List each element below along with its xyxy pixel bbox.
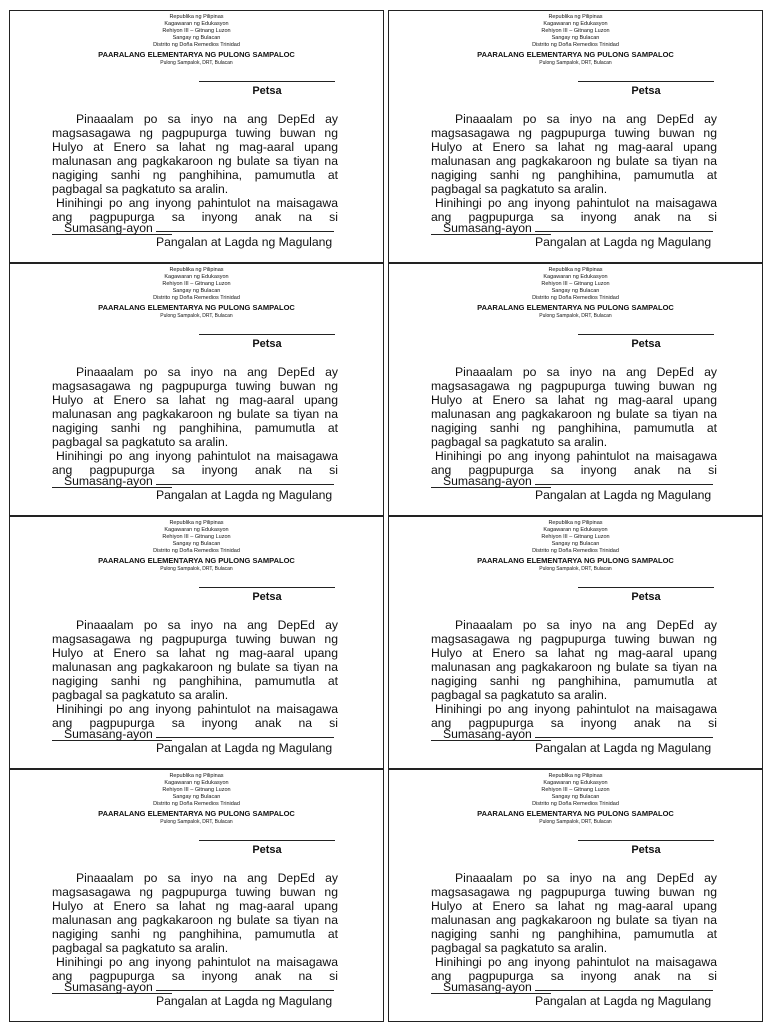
header-republic: Republika ng Pilipinas: [548, 773, 603, 779]
date-field: [199, 587, 335, 603]
school-name: PAARALANG ELEMENTARYA NG PULONG SAMPALOC: [98, 303, 295, 312]
slip-body: [52, 871, 338, 997]
date-label: Petsa: [252, 338, 282, 350]
school-address: Pulong Sampalok, DRT, Bulacan: [539, 566, 612, 572]
school-address: Pulong Sampalok, DRT, Bulacan: [539, 60, 612, 66]
date-label: Petsa: [252, 85, 282, 97]
slip-header: [10, 14, 383, 66]
slip-header: [10, 773, 383, 825]
slip-header: [10, 267, 383, 319]
date-blank-line: [199, 81, 335, 82]
header-region: Rehiyon III – Gitnang Luzon: [541, 534, 610, 540]
header-division: Sangay ng Bulacan: [172, 288, 221, 294]
consent-row: [64, 980, 334, 994]
header-district: Distrito ng Doña Remedios Trinidad: [153, 801, 240, 807]
notice-paragraph: Pinaaalam po sa inyo na ang DepEd ay magsasagawa ng pagpupurga tuwing buwan ng Hulyo at Enero sa lahat ng mag-aaral upang malunasan ang pagkakaroon ng bulate sa tiyan na nagiging sanhi ng panghihina, pamumutla at pagbagal sa pagkatuto sa aralin.: [52, 112, 338, 196]
header-republic: Republika ng Pilipinas: [548, 520, 603, 526]
notice-paragraph: Pinaaalam po sa inyo na ang DepEd ay magsasagawa ng pagpupurga tuwing buwan ng Hulyo at Enero sa lahat ng mag-aaral upang malunasan ang pagkakaroon ng bulate sa tiyan na nagiging sanhi ng panghihina, pamumutla at pagbagal sa pagkatuto sa aralin.: [431, 112, 717, 196]
signature-block: [64, 474, 334, 502]
notice-paragraph: Pinaaalam po sa inyo na ang DepEd ay magsasagawa ng pagpupurga tuwing buwan ng Hulyo at Enero sa lahat ng mag-aaral upang malunasan ang pagkakaroon ng bulate sa tiyan na nagiging sanhi ng panghihina, pamumutla at pagbagal sa pagkatuto sa aralin.: [431, 365, 717, 449]
slip-header: [389, 267, 762, 319]
date-blank-line: [199, 587, 335, 588]
header-department: Kagawaran ng Edukasyon: [543, 527, 608, 533]
date-field: [578, 334, 714, 350]
header-division: Sangay ng Bulacan: [551, 541, 600, 547]
date-field: [199, 81, 335, 97]
consent-label: Sumasang-ayon: [64, 980, 153, 994]
header-division: Sangay ng Bulacan: [172, 35, 221, 41]
header-district: Distrito ng Doña Remedios Trinidad: [532, 295, 619, 301]
request-text: Hinihingi po ang inyong pahintulot na maisagawa ang pagpupurga sa inyong anak na si: [431, 196, 717, 224]
date-blank-line: [578, 587, 714, 588]
header-region: Rehiyon III – Gitnang Luzon: [162, 28, 231, 34]
date-blank-line: [578, 334, 714, 335]
signature-block: [64, 221, 334, 249]
consent-row: [443, 221, 713, 235]
notice-paragraph: Pinaaalam po sa inyo na ang DepEd ay magsasagawa ng pagpupurga tuwing buwan ng Hulyo at Enero sa lahat ng mag-aaral upang malunasan ang pagkakaroon ng bulate sa tiyan na nagiging sanhi ng panghihina, pamumutla at pagbagal sa pagkatuto sa aralin.: [52, 871, 338, 955]
slip-body: [431, 618, 717, 744]
school-name: PAARALANG ELEMENTARYA NG PULONG SAMPALOC: [477, 809, 674, 818]
signature-blank: [156, 727, 334, 738]
slip-body: [52, 365, 338, 491]
header-department: Kagawaran ng Edukasyon: [164, 21, 229, 27]
header-division: Sangay ng Bulacan: [551, 794, 600, 800]
notice-paragraph: Pinaaalam po sa inyo na ang DepEd ay magsasagawa ng pagpupurga tuwing buwan ng Hulyo at Enero sa lahat ng mag-aaral upang malunasan ang pagkakaroon ng bulate sa tiyan na nagiging sanhi ng panghihina, pamumutla at pagbagal sa pagkatuto sa aralin.: [52, 365, 338, 449]
school-name: PAARALANG ELEMENTARYA NG PULONG SAMPALOC: [98, 50, 295, 59]
header-division: Sangay ng Bulacan: [172, 541, 221, 547]
signature-block: [64, 727, 334, 755]
consent-label: Sumasang-ayon: [64, 221, 153, 235]
signature-block: [64, 980, 334, 1008]
header-division: Sangay ng Bulacan: [172, 794, 221, 800]
header-district: Distrito ng Doña Remedios Trinidad: [532, 42, 619, 48]
date-blank-line: [199, 334, 335, 335]
signature-label: Pangalan at Lagda ng Magulang: [535, 488, 712, 502]
permission-slip: [9, 516, 384, 769]
header-division: Sangay ng Bulacan: [551, 35, 600, 41]
request-text: Hinihingi po ang inyong pahintulot na maisagawa ang pagpupurga sa inyong anak na si: [431, 955, 717, 983]
signature-blank: [535, 221, 713, 232]
header-region: Rehiyon III – Gitnang Luzon: [162, 534, 231, 540]
request-text: Hinihingi po ang inyong pahintulot na maisagawa ang pagpupurga sa inyong anak na si: [431, 702, 717, 730]
header-department: Kagawaran ng Edukasyon: [543, 274, 608, 280]
permission-slip: [388, 263, 763, 516]
consent-label: Sumasang-ayon: [443, 727, 532, 741]
header-department: Kagawaran ng Edukasyon: [543, 780, 608, 786]
consent-row: [64, 221, 334, 235]
school-address: Pulong Sampalok, DRT, Bulacan: [160, 566, 233, 572]
slip-body: [431, 112, 717, 238]
request-text: Hinihingi po ang inyong pahintulot na maisagawa ang pagpupurga sa inyong anak na si: [52, 702, 338, 730]
header-region: Rehiyon III – Gitnang Luzon: [162, 787, 231, 793]
header-department: Kagawaran ng Edukasyon: [164, 274, 229, 280]
header-region: Rehiyon III – Gitnang Luzon: [541, 28, 610, 34]
consent-label: Sumasang-ayon: [64, 727, 153, 741]
school-address: Pulong Sampalok, DRT, Bulacan: [160, 60, 233, 66]
date-blank-line: [199, 840, 335, 841]
header-department: Kagawaran ng Edukasyon: [164, 527, 229, 533]
date-label: Petsa: [252, 591, 282, 603]
signature-blank: [156, 980, 334, 991]
notice-paragraph: Pinaaalam po sa inyo na ang DepEd ay magsasagawa ng pagpupurga tuwing buwan ng Hulyo at Enero sa lahat ng mag-aaral upang malunasan ang pagkakaroon ng bulate sa tiyan na nagiging sanhi ng panghihina, pamumutla at pagbagal sa pagkatuto sa aralin.: [52, 618, 338, 702]
signature-label: Pangalan at Lagda ng Magulang: [535, 235, 712, 249]
signature-label: Pangalan at Lagda ng Magulang: [156, 235, 333, 249]
date-field: [199, 334, 335, 350]
consent-label: Sumasang-ayon: [443, 980, 532, 994]
consent-row: [443, 474, 713, 488]
date-label: Petsa: [631, 85, 661, 97]
signature-label: Pangalan at Lagda ng Magulang: [535, 741, 712, 755]
notice-paragraph: Pinaaalam po sa inyo na ang DepEd ay magsasagawa ng pagpupurga tuwing buwan ng Hulyo at Enero sa lahat ng mag-aaral upang malunasan ang pagkakaroon ng bulate sa tiyan na nagiging sanhi ng panghihina, pamumutla at pagbagal sa pagkatuto sa aralin.: [431, 618, 717, 702]
request-text: Hinihingi po ang inyong pahintulot na maisagawa ang pagpupurga sa inyong anak na si: [52, 955, 338, 983]
permission-slip: [9, 263, 384, 516]
slip-header: [389, 520, 762, 572]
header-region: Rehiyon III – Gitnang Luzon: [162, 281, 231, 287]
permission-slip: [388, 516, 763, 769]
signature-blank: [156, 221, 334, 232]
signature-blank: [535, 474, 713, 485]
consent-row: [443, 980, 713, 994]
consent-label: Sumasang-ayon: [64, 474, 153, 488]
header-department: Kagawaran ng Edukasyon: [164, 780, 229, 786]
date-blank-line: [578, 81, 714, 82]
signature-blank: [156, 474, 334, 485]
header-region: Rehiyon III – Gitnang Luzon: [541, 787, 610, 793]
signature-label: Pangalan at Lagda ng Magulang: [535, 994, 712, 1008]
request-text: Hinihingi po ang inyong pahintulot na maisagawa ang pagpupurga sa inyong anak na si: [52, 449, 338, 477]
signature-label: Pangalan at Lagda ng Magulang: [156, 994, 333, 1008]
header-district: Distrito ng Doña Remedios Trinidad: [532, 548, 619, 554]
signature-block: [443, 221, 713, 249]
signature-block: [443, 474, 713, 502]
school-name: PAARALANG ELEMENTARYA NG PULONG SAMPALOC: [477, 556, 674, 565]
permission-slip: [388, 10, 763, 263]
signature-blank: [535, 727, 713, 738]
date-label: Petsa: [631, 338, 661, 350]
school-address: Pulong Sampalok, DRT, Bulacan: [160, 313, 233, 319]
school-name: PAARALANG ELEMENTARYA NG PULONG SAMPALOC: [477, 303, 674, 312]
date-field: [578, 587, 714, 603]
school-address: Pulong Sampalok, DRT, Bulacan: [539, 313, 612, 319]
header-republic: Republika ng Pilipinas: [548, 267, 603, 273]
header-republic: Republika ng Pilipinas: [169, 773, 224, 779]
consent-label: Sumasang-ayon: [443, 221, 532, 235]
signature-label: Pangalan at Lagda ng Magulang: [156, 741, 333, 755]
header-division: Sangay ng Bulacan: [551, 288, 600, 294]
slip-header: [389, 14, 762, 66]
slip-body: [431, 871, 717, 997]
school-name: PAARALANG ELEMENTARYA NG PULONG SAMPALOC: [98, 556, 295, 565]
school-name: PAARALANG ELEMENTARYA NG PULONG SAMPALOC: [477, 50, 674, 59]
permission-slip-sheet: [9, 10, 761, 1020]
date-label: Petsa: [252, 844, 282, 856]
header-region: Rehiyon III – Gitnang Luzon: [541, 281, 610, 287]
header-republic: Republika ng Pilipinas: [169, 14, 224, 20]
date-field: [578, 81, 714, 97]
school-address: Pulong Sampalok, DRT, Bulacan: [539, 819, 612, 825]
date-field: [578, 840, 714, 856]
slip-body: [431, 365, 717, 491]
permission-slip: [9, 769, 384, 1022]
header-republic: Republika ng Pilipinas: [169, 520, 224, 526]
signature-block: [443, 727, 713, 755]
school-address: Pulong Sampalok, DRT, Bulacan: [160, 819, 233, 825]
request-text: Hinihingi po ang inyong pahintulot na maisagawa ang pagpupurga sa inyong anak na si: [431, 449, 717, 477]
permission-slip: [9, 10, 384, 263]
header-district: Distrito ng Doña Remedios Trinidad: [532, 801, 619, 807]
slip-body: [52, 618, 338, 744]
header-republic: Republika ng Pilipinas: [548, 14, 603, 20]
header-department: Kagawaran ng Edukasyon: [543, 21, 608, 27]
signature-blank: [535, 980, 713, 991]
slip-header: [389, 773, 762, 825]
consent-row: [443, 727, 713, 741]
date-label: Petsa: [631, 844, 661, 856]
permission-slip: [388, 769, 763, 1022]
request-text: Hinihingi po ang inyong pahintulot na maisagawa ang pagpupurga sa inyong anak na si: [52, 196, 338, 224]
header-republic: Republika ng Pilipinas: [169, 267, 224, 273]
date-field: [199, 840, 335, 856]
school-name: PAARALANG ELEMENTARYA NG PULONG SAMPALOC: [98, 809, 295, 818]
date-blank-line: [578, 840, 714, 841]
header-district: Distrito ng Doña Remedios Trinidad: [153, 295, 240, 301]
notice-paragraph: Pinaaalam po sa inyo na ang DepEd ay magsasagawa ng pagpupurga tuwing buwan ng Hulyo at Enero sa lahat ng mag-aaral upang malunasan ang pagkakaroon ng bulate sa tiyan na nagiging sanhi ng panghihina, pamumutla at pagbagal sa pagkatuto sa aralin.: [431, 871, 717, 955]
consent-label: Sumasang-ayon: [443, 474, 532, 488]
slip-body: [52, 112, 338, 238]
signature-label: Pangalan at Lagda ng Magulang: [156, 488, 333, 502]
date-label: Petsa: [631, 591, 661, 603]
header-district: Distrito ng Doña Remedios Trinidad: [153, 548, 240, 554]
header-district: Distrito ng Doña Remedios Trinidad: [153, 42, 240, 48]
signature-block: [443, 980, 713, 1008]
consent-row: [64, 727, 334, 741]
consent-row: [64, 474, 334, 488]
slip-header: [10, 520, 383, 572]
